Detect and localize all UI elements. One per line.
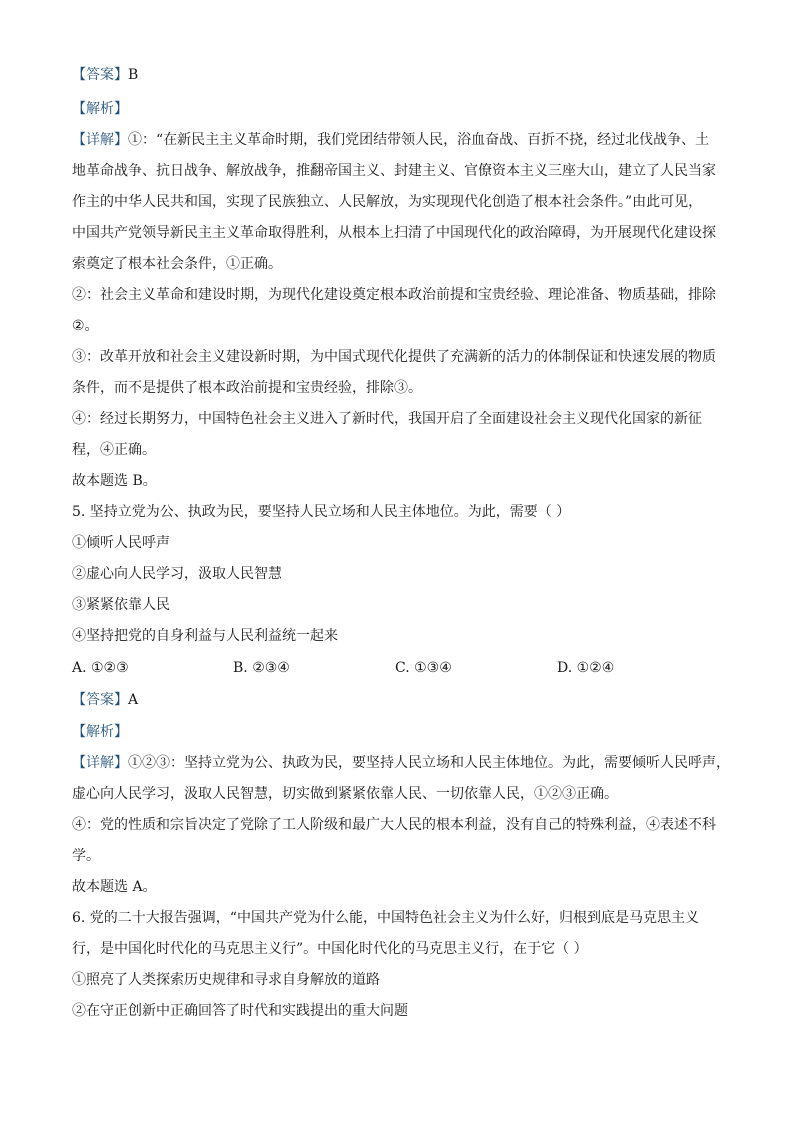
q5-item: ③紧紧依靠人民 [72,597,170,613]
q6-item: ①照亮了人类探索历史规律和寻求自身解放的道路 [72,972,380,988]
q4-answer-line [72,65,138,85]
q6-stem: 行，是中国化时代化的马克思主义行”。中国化时代化的马克思主义行，在于它（ ） [72,941,588,957]
q5-option-d: D. ①②④ [557,660,615,676]
detail-text: 学。 [72,848,100,864]
analysis-tag: 【解析】 [72,101,128,117]
analysis-tag: 【解析】 [72,724,128,740]
answer-value: A [128,692,139,708]
q5-item: ①倾听人民呼声 [72,535,170,551]
answer-tag: 【答案】 [72,67,128,83]
detail-text: ④：党的性质和宗旨决定了党除了工人阶级和最广大人民的根本利益，没有自己的特殊利益，④表述不科 [72,817,716,833]
q5-option-b: B. ②③④ [233,660,290,676]
q6-item: ②在守正创新中正确回答了时代和实践提出的重大问题 [72,1003,408,1019]
detail-text: 虚心向人民学习，汲取人民智慧，切实做到紧紧依靠人民、一切依靠人民，①②③正确。 [72,786,618,802]
detail-text: 程，④正确。 [72,442,156,458]
detail-tag: 【详解】 [72,132,128,148]
answer-tag: 【答案】 [72,692,128,708]
q5-item: ④坚持把党的自身利益与人民利益统一起来 [72,628,338,644]
detail-text: ②：社会主义革命和建设时期，为现代化建设奠定根本政治前提和宝贵经验、理论准备、物质基础，排除 [72,287,716,303]
q4-detail-line [72,130,709,150]
detail-text: ③：改革开放和社会主义建设新时期，为中国式现代化提供了充满新的活力的体制保证和快速发展的物质 [72,349,716,365]
detail-text: 中国共产党领导新民主主义革命取得胜利，从根本上扫清了中国现代化的政治障碍，为开展现代化建设探 [72,225,716,241]
detail-text: ④：经过长期努力，中国特色社会主义进入了新时代，我国开启了全面建设社会主义现代化国家的新征 [72,411,702,427]
detail-text: 地革命战争、抗日战争、解放战争，推翻帝国主义、封建主义、官僚资本主义三座大山，建立了人民当家 [72,163,716,179]
q6-stem: 6. 党的二十大报告强调，“中国共产党为什么能，中国特色社会主义为什么好，归根到底是马克思主义 [72,910,699,926]
q5-detail-line [72,753,730,773]
q5-answer-line [72,690,138,710]
q5-analysis-heading [72,722,128,742]
q5-item: ②虚心向人民学习，汲取人民智慧 [72,566,282,582]
detail-text: ①②③：坚持立党为公、执政为民，要坚持人民立场和人民主体地位。为此，需要倾听人民呼声， [128,755,730,771]
conclusion-text: 故本题选 B。 [72,473,157,489]
detail-text: ①：“在新民主主义革命时期，我们党团结带领人民，浴血奋战、百折不挠，经过北伐战争、土 [128,132,710,148]
detail-text: 索奠定了根本社会条件，①正确。 [72,256,282,272]
detail-text: 作主的中华人民共和国，实现了民族独立、人民解放，为实现现代化创造了根本社会条件。”由此可见， [72,194,703,210]
detail-text: ②。 [72,318,99,334]
q5-option-c: C. ①③④ [395,660,452,676]
answer-value: B [128,67,139,83]
q5-stem: 5. 坚持立党为公、执政为民，要坚持人民立场和人民主体地位。为此，需要（ ） [72,504,571,520]
detail-text: 条件，而不是提供了根本政治前提和宝贵经验，排除③。 [72,380,422,396]
detail-tag: 【详解】 [72,755,128,771]
conclusion-text: 故本题选 A。 [72,879,157,895]
q4-analysis-heading [72,99,128,119]
q5-option-a: A. ①②③ [72,660,129,676]
